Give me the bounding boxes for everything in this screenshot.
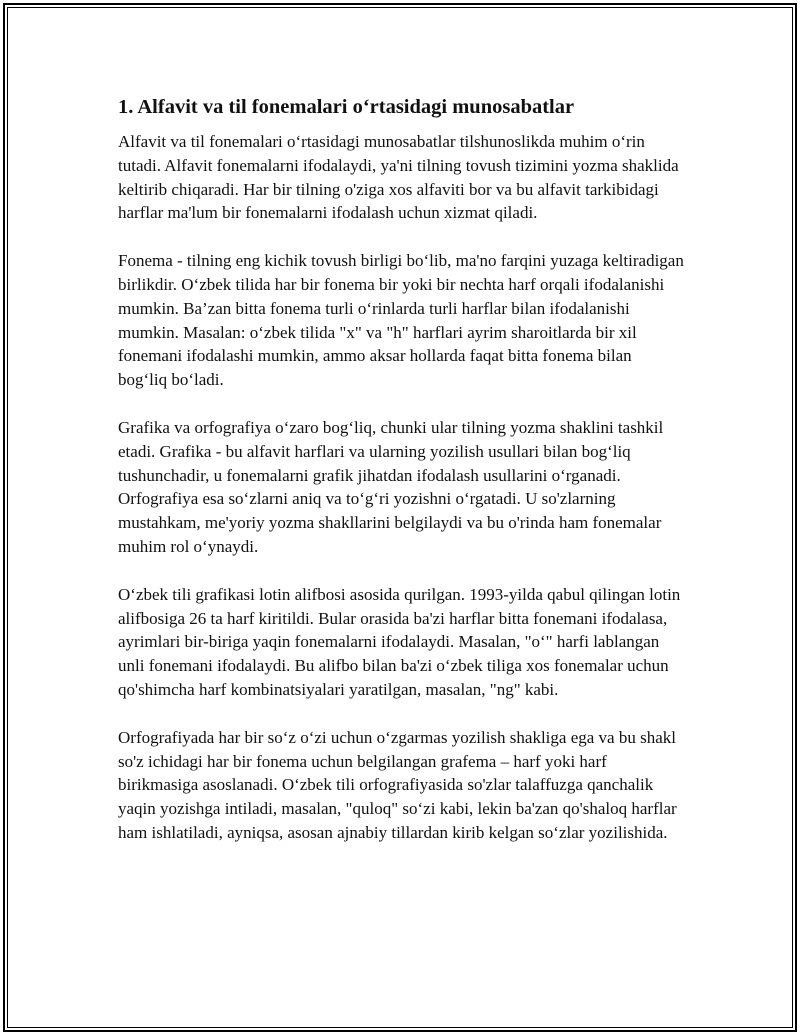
section-heading: 1. Alfavit va til fonemalari o‘rtasidagi munosabatlar (118, 96, 575, 118)
paragraph-alphabet-phonemes: Alfavit va til fonemalari o‘rtasidagi munosabatlar tilshunoslikda muhim o‘rin tutadi. Alfavit fonemalarni ifodalaydi, ya'ni tilning tovush tizimini yozma shaklida keltirib chiqaradi. Har bir tilning o'ziga xos alfaviti bor va bu alfavit tarkibidagi harflar ma'lum bir fonemalarni ifodalash uchun xizmat qiladi. (118, 132, 679, 223)
paragraph-latin-alphabet: O‘zbek tili grafikasi lotin alifbosi asosida qurilgan. 1993-yilda qabul qilingan lotin alifbosiga 26 ta harf kiritildi. Bular orasida ba'zi harflar bitta fonemani ifodalasa, ayrimlari bir-biriga yaqin fonemalarni ifodalaydi. Masalan, "o‘" harfi lablangan unli fonemani ifodalaydi. Bu alifbo bilan ba'zi o‘zbek tiliga xos fonemalar uchun qo'shimcha harf kombinatsiyalari yaratilgan, masalan, "ng" kabi. (118, 584, 681, 699)
document-body (118, 94, 684, 869)
paragraph-phoneme-definition: Fonema - tilning eng kichik tovush birligi bo‘lib, ma'no farqini yuzaga keltiradigan birlikdir. O‘zbek tilida har bir fonema bir yoki bir nechta harf orqali ifodalanishi mumkin. Ba’zan bitta fonema turli o‘rinlarda turli harflar bilan ifodalanishi mumkin. Masalan: o‘zbek tilida "x" va "h" harflari ayrim sharoitlarda bir xil fonemani ifodalashi mumkin, ammo aksar hollarda faqat bitta fonema bilan bog‘liq bo‘ladi. (118, 251, 684, 390)
paragraph-graphics-orthography: Grafika va orfografiya o‘zaro bog‘liq, chunki ular tilning yozma shaklini tashkil etadi. Grafika - bu alfavit harflari va ularning yozilish usullari bilan bog‘liq tushunchadir, u fonemalarni grafik jihatdan ifodalash usullarini o‘rganadi. Orfografiya esa so‘zlarni aniq va to‘g‘ri yozishni o‘rgatadi. U so'zlarning mustahkam, me'yoriy yozma shakllarini belgilaydi va bu o'rinda ham fonemalar muhim rol o‘ynaydi. (118, 417, 664, 556)
paragraph-orthography-rules: Orfografiyada har bir so‘z o‘zi uchun o‘zgarmas yozilish shakliga ega va bu shakl so'z ichidagi har bir fonema uchun belgilangan grafema – harf yoki harf birikmasiga asoslanadi. O‘zbek tili orfografiyasida so'zlar talaffuzga qanchalik yaqin yozishga intiladi, masalan, "quloq" so‘zi kabi, lekin ba'zan qo'shaloq harflar ham ishlatiladi, ayniqsa, asosan ajnabiy tillardan kirib kelgan so‘zlar yozilishida. (118, 727, 677, 842)
